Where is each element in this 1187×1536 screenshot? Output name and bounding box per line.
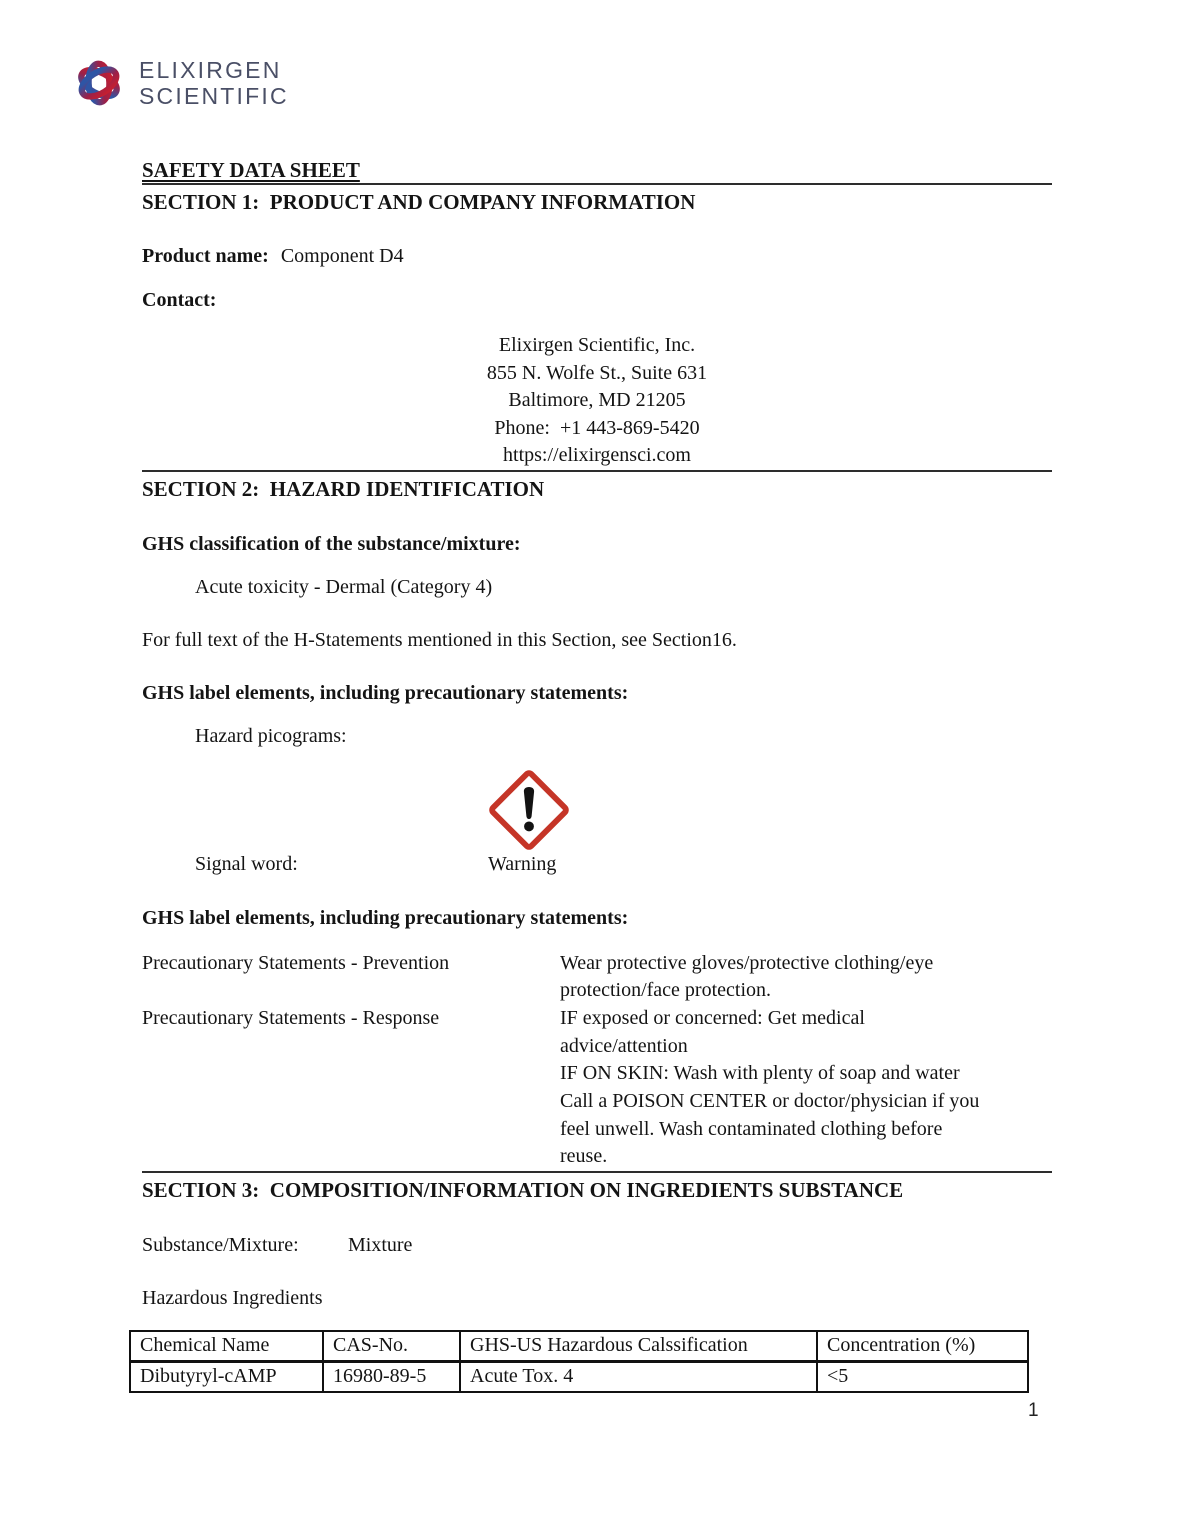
h-statement-note: For full text of the H-Statements mentioned in this Section, see Section16. <box>142 628 737 651</box>
response-line: Call a POISON CENTER or doctor/physician if you <box>560 1089 980 1112</box>
cell-concentration: <5 <box>817 1361 1028 1392</box>
signal-word-label: Signal word: <box>195 852 298 875</box>
contact-address-block <box>142 332 1052 470</box>
product-name-label: Product name: <box>142 245 269 267</box>
hazardous-ingredients-table <box>129 1330 1029 1393</box>
hazardous-ingredients-label: Hazardous Ingredients <box>142 1286 323 1309</box>
response-line: IF exposed or concerned: Get medical <box>560 1007 865 1030</box>
ghs-classification-value: Acute toxicity - Dermal (Category 4) <box>195 575 493 598</box>
section2-heading: SECTION 2: HAZARD IDENTIFICATION <box>142 476 545 501</box>
logo-text-line2: SCIENTIFIC <box>139 83 289 109</box>
ghs-label-elements-heading-2: GHS label elements, including precautionary statements: <box>142 906 629 929</box>
logo-text-line1: ELIXIRGEN <box>139 56 282 83</box>
substance-mixture-label: Substance/Mixture: <box>142 1233 299 1256</box>
hazard-pictogram-container <box>488 768 570 852</box>
contact-phone-line: Phone: +1 443-869-5420 <box>494 416 700 439</box>
prevention-line: protection/face protection. <box>560 979 772 1002</box>
cell-ghs-classification: Acute Tox. 4 <box>460 1361 817 1392</box>
response-label: Precautionary Statements - Response <box>142 1007 440 1030</box>
ghs-label-elements-heading-1: GHS label elements, including precautionary statements: <box>142 681 629 704</box>
section3-divider <box>142 1171 1052 1173</box>
contact-label: Contact: <box>142 289 217 311</box>
response-line: reuse. <box>560 1145 608 1168</box>
prevention-label: Precautionary Statements - Prevention <box>142 951 450 974</box>
page-number: 1 <box>1028 1400 1039 1421</box>
contact-company-line: Elixirgen Scientific, Inc. <box>498 334 696 356</box>
section2-divider <box>142 470 1052 472</box>
precautionary-response-row <box>142 1005 1052 1171</box>
company-logo <box>70 54 289 112</box>
ghs-classification-label: GHS classification of the substance/mixture: <box>142 532 521 555</box>
product-name-row <box>142 245 1052 268</box>
response-text <box>560 1005 1052 1171</box>
document-title: SAFETY DATA SHEET <box>142 158 360 182</box>
ghs07-exclamation-pictogram-icon <box>488 768 570 852</box>
substance-mixture-row <box>142 1234 1052 1257</box>
col-header-ghs-classification: GHS-US Hazardous Calssification <box>460 1331 817 1362</box>
signal-word-value: Warning <box>488 852 557 875</box>
hazard-pictograms-label: Hazard picograms: <box>195 724 347 747</box>
section1-heading: SECTION 1: PRODUCT AND COMPANY INFORMATION <box>142 190 696 214</box>
table-header-row <box>130 1331 1028 1362</box>
response-line: advice/attention <box>560 1034 688 1057</box>
response-line: feel unwell. Wash contaminated clothing before <box>560 1117 943 1140</box>
prevention-line: Wear protective gloves/protective clothing/eye <box>560 951 934 974</box>
contact-city-line: Baltimore, MD 21205 <box>508 389 686 411</box>
prevention-text <box>560 950 1052 1005</box>
cell-chemical-name: Dibutyryl-cAMP <box>130 1361 323 1392</box>
document-body <box>142 150 1052 1393</box>
contact-street-line: 855 N. Wolfe St., Suite 631 <box>486 361 708 384</box>
substance-mixture-value: Mixture <box>348 1233 413 1256</box>
contact-website-line: https://elixirgensci.com <box>503 444 691 466</box>
section3-heading: SECTION 3: COMPOSITION/INFORMATION ON INGREDIENTS SUBSTANCE <box>142 1177 904 1202</box>
logo-wordmark <box>139 57 289 109</box>
cell-cas-no: 16980-89-5 <box>323 1361 460 1392</box>
col-header-chemical-name: Chemical Name <box>130 1331 323 1362</box>
elixirgen-knot-icon <box>70 54 128 112</box>
col-header-cas-no: CAS-No. <box>323 1331 460 1362</box>
col-header-concentration: Concentration (%) <box>817 1331 1028 1362</box>
signal-word-row <box>142 853 1052 876</box>
product-name-value: Component D4 <box>280 245 404 267</box>
response-line: IF ON SKIN: Wash with plenty of soap and water <box>560 1062 960 1085</box>
precautionary-prevention-row <box>142 950 1052 1005</box>
table-row <box>130 1361 1028 1392</box>
section1-divider <box>142 183 1052 185</box>
